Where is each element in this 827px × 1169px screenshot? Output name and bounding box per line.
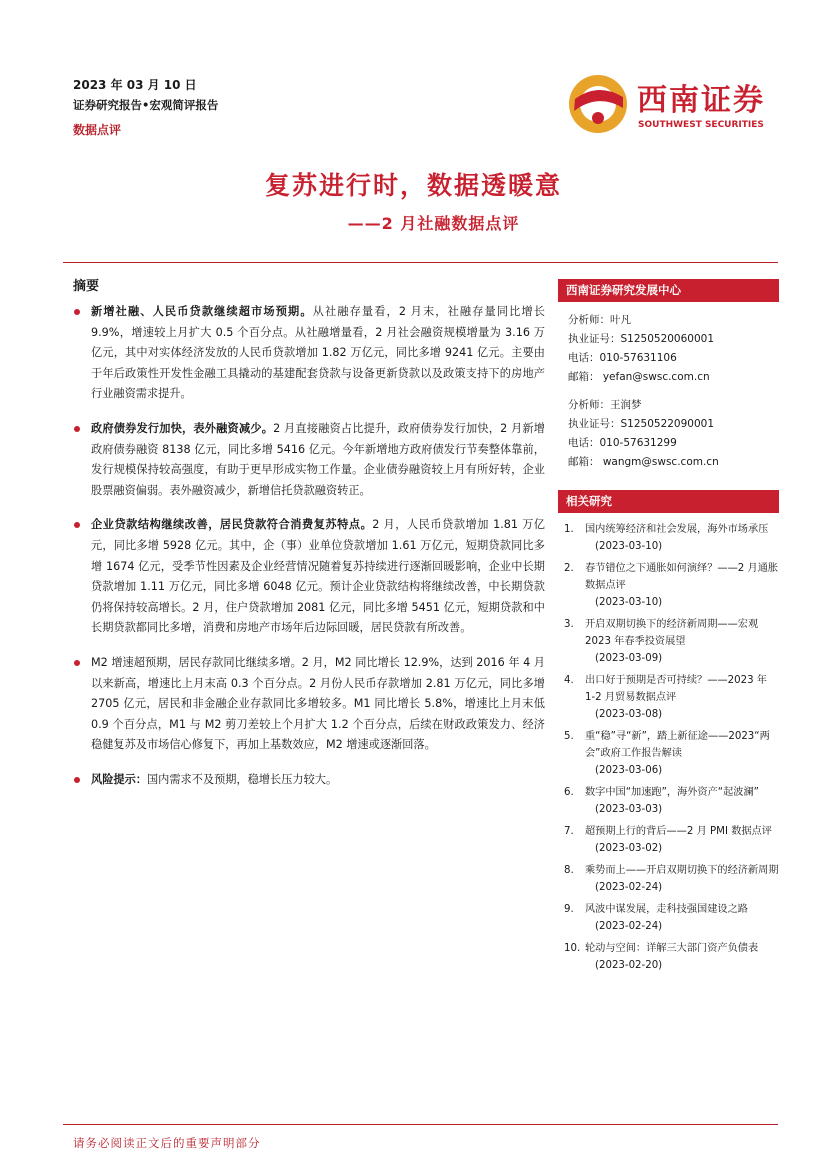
summary-item (73, 419, 545, 501)
related-item[interactable] (558, 823, 779, 857)
footer-divider (63, 1124, 778, 1125)
related-date: (2023-03-10) (595, 597, 663, 608)
related-item[interactable] (558, 862, 779, 896)
summary-lead: 政府债券发行加快，表外融资减少。 (91, 421, 274, 435)
footer-disclaimer: 请务必阅读正文后的重要声明部分 (73, 1136, 261, 1150)
related-date: (2023-03-10) (595, 541, 663, 552)
summary-text: 国内需求不及预期，稳增长压力较大。 (146, 772, 338, 786)
summary-body (73, 302, 545, 804)
related-title: 数字中国“加速跑”，海外资产“起波澜” (585, 787, 759, 798)
summary-text: 2 月，人民币贷款增加 1.81 万亿元，同比多增 5928 亿元。其中，企（事）业单位贷款增加 1.61 万亿元，短期贷款同比多增 1674 亿元，受季节性因素及企业经营情况随着复苏持续进行逐渐回暖影响，企业中长期贷款增加 1.11 万亿元，同比多增 6048 亿元。预计企业贷款结构将继续改善，中长期贷款仍将保持较高增长。2 月，住户贷款增加 2081 亿元，同比多增 5451 亿元，短期贷款和中长期贷款都同比多增，消费和房地产市场年后边际回暖，居民贷款有所改善。 (91, 518, 545, 635)
related-item[interactable] (558, 521, 779, 555)
related-title: 出口好于预期是否可持续？——2023 年 1-2 月贸易数据点评 (585, 675, 767, 703)
analyst-license: 执业证号：S1250522090001 (568, 418, 715, 430)
logo-chinese-name: 西南证券 (637, 83, 765, 118)
logo-english-name: SOUTHWEST SECURITIES (638, 120, 764, 130)
report-date: 2023 年 03 月 10 日 (73, 78, 197, 92)
related-date: (2023-02-20) (595, 960, 663, 971)
related-number: 8. (564, 865, 574, 876)
bullet-icon (74, 777, 80, 783)
analyst-email[interactable]: 邮箱： wangm@swsc.com.cn (568, 456, 719, 468)
related-title: 风波中谋发展，走科技强国建设之路 (585, 904, 748, 915)
summary-text: M2 增速超预期，居民存款同比继续多增。2 月，M2 同比增长 12.9%，达到 2016 年 4 月以来新高，增速比上月末高 0.3 个百分点。2 月份人民币存款增加 2.81 万亿元，同比多增 2705 亿元，居民和非金融企业存款同比多增较多。M1 同比增长 5.8%，增速比上月末低 0.9 个百分点，M1 与 M2 剪刀差较上个月扩大 1.2 个百分点，后续在财政政策发力、经济稳健复苏及市场信心修复下，再加上基数效应，M2 增速或逐渐回落。 (91, 655, 545, 752)
summary-item (73, 515, 545, 639)
related-title: 重“稳”寻“新”，踏上新征途——2023“两会”政府工作报告解读 (585, 731, 770, 759)
related-item[interactable] (558, 940, 779, 974)
summary-item (73, 302, 545, 405)
related-number: 10. (564, 943, 581, 954)
related-number: 2. (564, 563, 574, 574)
bullet-icon (74, 522, 80, 528)
related-date: (2023-03-06) (595, 765, 663, 776)
related-title: 春节错位之下通胀如何演绎？——2 月通胀数据点评 (585, 563, 779, 591)
bullet-icon (74, 426, 80, 432)
related-number: 3. (564, 619, 574, 630)
header-divider (63, 262, 778, 263)
related-date: (2023-03-08) (595, 709, 663, 720)
related-item[interactable] (558, 616, 779, 667)
report-type: 证券研究报告•宏观简评报告 (73, 98, 219, 112)
related-date: (2023-03-09) (595, 653, 663, 664)
related-date: (2023-02-24) (595, 921, 663, 932)
analyst-phone: 电话：010-57631299 (568, 437, 677, 449)
analyst-name: 分析师：叶凡 (568, 314, 631, 326)
related-item[interactable] (558, 728, 779, 779)
related-title: 国内统筹经济和社会发展，海外市场承压 (585, 524, 769, 535)
summary-text: 2 月直接融资占比提升，政府债券发行加快，2 月新增政府债券融资 8138 亿元，同比多增 5416 亿元。今年新增地方政府债发行节奏整体靠前，发行规模保持较高强度，有助于更早形成实物工作量。企业债券融资较上月有所好转，企业股票融资偏弱。表外融资减少，新增信托贷款融资转正。 (91, 421, 545, 497)
summary-lead: 新增社融、人民币贷款继续超市场预期。 (91, 305, 313, 318)
related-title: 乘势而上——开启双期切换下的经济新周期 (585, 865, 779, 876)
related-item[interactable] (558, 901, 779, 935)
related-number: 5. (564, 731, 574, 742)
research-center-title: 西南证券研究发展中心 (558, 279, 779, 302)
related-title: 开启双期切换下的经济新周期——宏观 2023 年春季投资展望 (585, 619, 759, 647)
related-date: (2023-03-03) (595, 804, 663, 815)
related-item[interactable] (558, 784, 779, 818)
analyst-list (558, 302, 779, 472)
logo-emblem-icon (565, 72, 631, 136)
related-date: (2023-02-24) (595, 882, 663, 893)
report-title: 复苏进行时，数据透暖意 (264, 171, 562, 200)
report-subtitle: ——2 月社融数据点评 (347, 214, 520, 233)
related-number: 6. (564, 787, 574, 798)
risk-warning (73, 770, 545, 791)
related-research-list (558, 521, 779, 974)
analyst-email[interactable]: 邮箱： yefan@swsc.com.cn (568, 371, 710, 383)
related-number: 4. (564, 675, 574, 686)
sidebar (558, 279, 779, 979)
analyst-name: 分析师：王润梦 (568, 399, 642, 411)
report-category: 数据点评 (73, 123, 122, 137)
analyst-license: 执业证号：S1250520060001 (568, 333, 715, 345)
related-item[interactable] (558, 560, 779, 611)
related-number: 9. (564, 904, 574, 915)
summary-lead: 风险提示： (91, 772, 147, 786)
bullet-icon (74, 309, 80, 315)
related-number: 1. (564, 524, 574, 535)
company-logo (565, 72, 770, 136)
bullet-icon (74, 660, 80, 666)
summary-text: 从社融存量看，2 月末，社融存量同比增长 9.9%，增速较上月扩大 0.5 个百分点。从社融增量看，2 月社会融资规模增量为 3.16 万亿元，其中对实体经济发放的人民币贷款增加 1.82 万亿元，同比多增 9241 亿元。主要由于年后政策性开发性金融工具撬动的基建配套贷款与设备更新贷款以及政策支持下的房地产行业融资需求提升。 (91, 305, 545, 401)
summary-heading: 摘要 (73, 279, 100, 294)
related-date: (2023-03-02) (595, 843, 663, 854)
related-item[interactable] (558, 672, 779, 723)
related-title: 超预期上行的背后——2 月 PMI 数据点评 (585, 826, 772, 837)
related-number: 7. (564, 826, 574, 837)
summary-lead: 企业贷款结构继续改善，居民贷款符合消费复苏特点。 (91, 518, 373, 532)
related-title: 轮动与空间：详解三大部门资产负债表 (585, 943, 759, 954)
analyst-phone: 电话：010-57631106 (568, 352, 677, 364)
related-research-title: 相关研究 (558, 490, 779, 513)
summary-item (73, 653, 545, 756)
